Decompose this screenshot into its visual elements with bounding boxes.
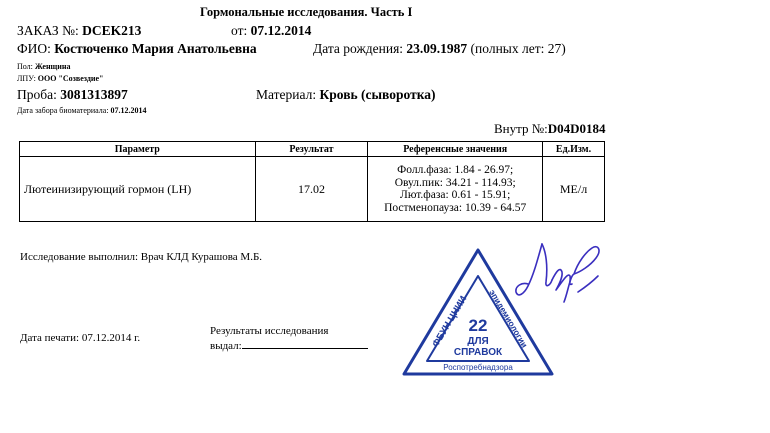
reference-follicular: Фолл.фаза: 1.84 - 26.97; — [397, 164, 514, 176]
dob-line — [313, 41, 566, 57]
results-table — [19, 141, 605, 222]
stamp-number: 22 — [468, 316, 488, 335]
order-date-label: от: — [231, 23, 248, 38]
sample-number: 3081313897 — [60, 87, 128, 102]
table-row — [20, 157, 605, 222]
signature-icon — [512, 232, 604, 308]
page-title: Гормональные исследования. Часть I — [200, 5, 413, 19]
order-label: ЗАКАЗ №: — [17, 23, 79, 38]
sex-label: Пол: — [17, 62, 33, 71]
age-text: (полных лет: 27) — [470, 41, 566, 56]
print-date: 07.12.2014 г. — [81, 332, 141, 344]
result-cell: 17.02 — [255, 157, 368, 222]
lpu-line — [17, 74, 104, 83]
order-line — [17, 23, 141, 39]
order-number: DCEK213 — [82, 23, 142, 38]
header-result: Результат — [255, 142, 368, 157]
header-unit: Ед.Изм. — [543, 142, 605, 157]
signature-line — [242, 338, 368, 349]
header-parameter: Параметр — [20, 142, 256, 157]
patient-label: ФИО: — [17, 41, 51, 56]
print-date-line — [20, 332, 140, 344]
reference-luteal: Лют.фаза: 0.61 - 15.91; — [400, 189, 511, 201]
print-date-label: Дата печати: — [20, 332, 80, 344]
performed-by: Исследование выполнил: Врач КЛД Курашова М.Б. — [20, 251, 263, 263]
lpu-value: ООО "Созвездие" — [37, 74, 104, 83]
stamp-line1: ДЛЯ — [467, 336, 489, 347]
results-issued-line2: выдал: — [210, 340, 242, 352]
header-reference: Референсные значения — [368, 142, 543, 157]
order-date: 07.12.2014 — [250, 23, 312, 38]
dob-label: Дата рождения: — [313, 41, 404, 56]
sample-label: Проба: — [17, 87, 57, 102]
internal-number: D04D0184 — [547, 121, 606, 136]
patient-line — [17, 41, 257, 57]
material-value: Кровь (сыворотка) — [319, 87, 436, 102]
unit-cell: МЕ/л — [543, 157, 605, 222]
parameter-cell: Лютеинизирующий гормон (LH) — [20, 157, 256, 222]
material-line — [256, 87, 436, 103]
order-date-line — [231, 23, 311, 39]
table-header-row — [20, 142, 605, 157]
dob-value: 23.09.1987 — [406, 41, 468, 56]
internal-number-line — [494, 121, 606, 137]
stamp-line2: СПРАВОК — [453, 347, 503, 358]
reference-cell — [368, 157, 543, 222]
internal-label: Внутр №: — [494, 121, 548, 136]
collection-date-line — [17, 106, 147, 115]
sex-value: Женщина — [34, 62, 71, 71]
collection-date: 07.12.2014 — [110, 106, 147, 115]
sex-line — [17, 62, 71, 71]
results-issued — [210, 325, 368, 353]
reference-ovulation: Овул.пик: 34.21 - 114.93; — [394, 176, 516, 189]
stamp-left-text: ФБУН ЦНИИ — [430, 294, 470, 350]
material-label: Материал: — [256, 87, 317, 102]
stamp-bottom-text: Роспотребнадзора — [443, 363, 513, 372]
collection-date-label: Дата забора биоматериала: — [17, 106, 109, 115]
lpu-label: ЛПУ: — [17, 74, 36, 83]
results-issued-line1: Результаты исследования — [210, 325, 329, 337]
patient-name: Костюченко Мария Анатольевна — [54, 41, 257, 56]
sample-line — [17, 87, 128, 103]
stamp-right-text: эпидемиологии — [487, 287, 530, 350]
reference-postmenopause: Постменопауза: 10.39 - 64.57 — [384, 201, 527, 214]
